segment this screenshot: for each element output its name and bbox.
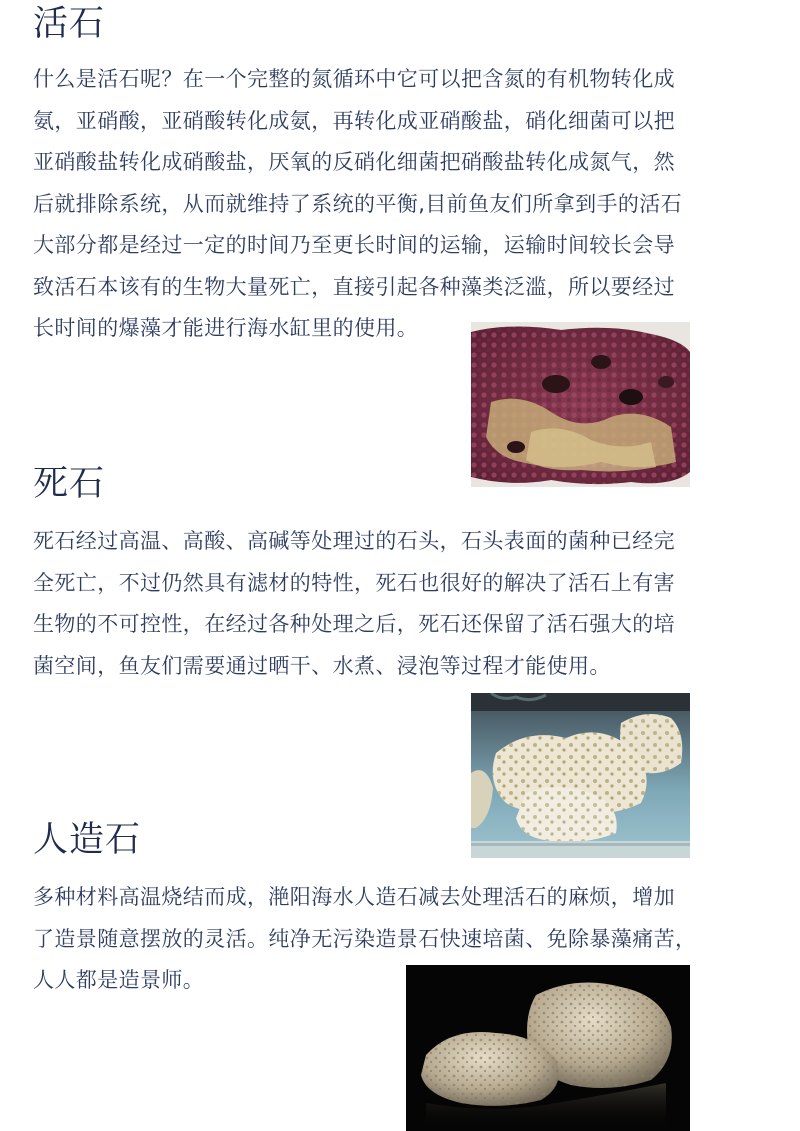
text-line: 生物的不可控性，在经过各种处理之后，死石还保留了活石强大的培: [33, 612, 675, 636]
section-text-dead-rock: [33, 521, 763, 687]
text-line: 亚硝酸盐转化成硝酸盐，厌氧的反硝化细菌把硝酸盐转化成氮气，然: [33, 150, 675, 174]
text-line: 了造景随意摆放的灵活。纯净无污染造景石快速培菌、免除暴藻痛苦，: [33, 926, 697, 951]
text-line: 全死亡，不过仍然具有滤材的特性，死石也很好的解决了活石上有害: [33, 570, 675, 595]
section-title-artificial-rock: 人造石: [33, 820, 142, 860]
text-line: 菌空间，鱼友们需要通过晒干、水煮、浸泡等过程才能使用。: [33, 653, 611, 678]
artificial-rock-photo: [406, 965, 690, 1131]
live-rock-photo: [471, 322, 690, 487]
dead-rock-aquarium-photo: [471, 693, 690, 858]
text-line: 多种材料高温烧结而成，滟阳海水人造石减去处理活石的麻烦，增加: [33, 885, 675, 909]
text-line: 后就排除系统，从而就维持了系统的平衡,目前鱼友们所拿到手的活石: [33, 191, 683, 216]
text-line: 死石经过高温、高酸、高碱等处理过的石头，石头表面的菌种已经完: [33, 529, 675, 553]
section-title-dead-rock: 死石: [33, 464, 106, 504]
section-text-live-rock: [33, 59, 763, 350]
text-line: 人人都是造景师。: [33, 968, 205, 992]
text-line: 致活石本该有的生物大量死亡，直接引起各种藻类泛滥，所以要经过: [33, 274, 675, 299]
text-line: 什么是活石呢？在一个完整的氮循环中它可以把含氮的有机物转化成: [33, 67, 675, 91]
text-line: 长时间的爆藻才能进行海水缸里的使用。: [33, 316, 419, 340]
text-line: 大部分都是经过一定的时间乃至更长时间的运输，运输时间较长会导: [33, 233, 675, 257]
section-title-live-rock: 活石: [33, 4, 106, 44]
text-line: 氨，亚硝酸，亚硝酸转化成氨，再转化成亚硝酸盐，硝化细菌可以把: [33, 108, 675, 133]
